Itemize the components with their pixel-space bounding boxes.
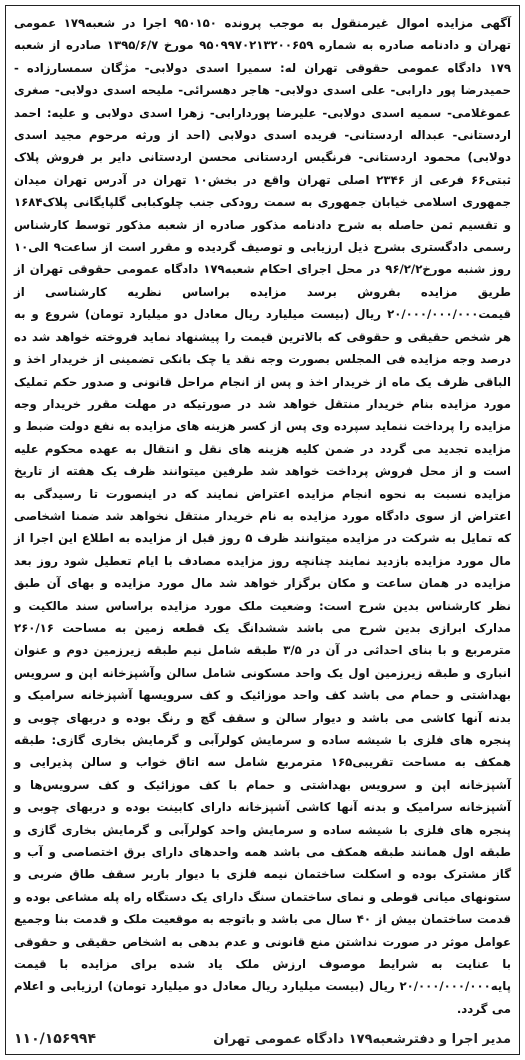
notice-footer: [14, 1028, 511, 1050]
auction-notice: [5, 5, 520, 1055]
notice-body-text: آگهی مزایده اموال غیرمنقول به موجب پرونده ۹۵۰۱۵۰ اجرا در شعبه۱۷۹ عمومی تهران و دادنامه صادره به شماره ۹۵۰۹۹۷۰۲۱۳۲۰۰۶۵۹ مورخ ۱۳۹۵/۶/۷ صادره از شعبه ۱۷۹ دادگاه عمومی حقوقی تهران له: سمیرا اسدی دولابی- مژگان سمسارزاده - حمیدرضا پور دارابی- علی اسدی دولابی- هاجر دهسرائی- ملیحه اسدی دولابی- صغری عموغلامی- سمیه اسدی دولابی- علیرضا پوردارابی- زهرا اسدی دولابی و علیه: احمد اردستانی- عبداله اردستانی- فریده اسدی دولابی (احد از ورثه مرحوم مجید اسدی دولابی) محمود اردستانی- فرنگیس اردستانی محسن اردستانی دایر بر فروش پلاک ثبتی۶۶ فرعی از ۲۳۴۶ اصلی تهران واقع در بخش۱۰ تهران در آدرس تهران میدان جمهوری اسلامی خیابان جمهوری به سمت رودکی جنب چلوکبابی گلپایگانی پلاک۱۶۸۴ و تقسیم ثمن حاصله به شرح دادنامه مذکور صادره از شعبه مذکور توسط کارشناس رسمی دادگستری بشرح ذیل ارزیابی و توصیف گردیده و مقرر است از ساعت۹ الی۱۰ روز شنبه مورخ۹۶/۲/۲ در محل اجرای احکام شعبه۱۷۹ دادگاه عمومی حقوقی تهران از طریق مزایده بفروش برسد مزایده براساس نظریه کارشناسی از قیمت۲۰/۰۰۰/۰۰۰/۰۰۰ ریال (بیست میلیارد ریال معادل دو میلیارد تومان) شروع و به هر شخص حقیقی و حقوقی که بالاترین قیمت را پیشنهاد نماید فروخته خواهد شد ده درصد وجه مزایده فی المجلس بصورت وجه نقد یا چک بانکی تضمینی از خریدار اخذ و الباقی ظرف یک ماه از خریدار اخذ و پس از انجام مراحل قانونی و صدور حکم تملیک مورد مزایده بنام خریدار منتقل خواهد شد در صورتیکه در مهلت مقرر خریدار وجه مزایده را پرداخت ننماید سپرده وی پس از کسر هزینه های مزایده به نفع دولت ضبط و مزایده تجدید می گردد در ضمن کلیه هزینه های نقل و انتقال به عهده محکوم علیه است و از محل فروش پرداخت خواهد شد طرفین میتوانند ظرف یک هفته از تاریخ مزایده نسبت به نحوه انجام مزایده اعتراض نمایند که در اینصورت تا رسیدگی به اعتراض از سوی دادگاه مورد مزایده به نام خریدار منتقل نخواهد شد ضمنا اشخاصی که تمایل به شرکت در مزایده میتوانند ظرف ۵ روز قبل از مزایده به اطلاع این اجرا از مال مورد مزایده بازدید نمایند چنانچه روز مزایده مصادف با ایام تعطیل شود روز بعد مزایده در همان ساعت و مکان برگزار خواهد شد مال مورد مزایده و بهای آن طبق نظر کارشناس بدین شرح است: وضعیت ملک مورد مزایده براساس سند مالکیت و مدارک ابرازی بدین شرح می باشد ششدانگ یک قطعه زمین به مساحت ۲۶۰/۱۶ مترمربع و با بنای احداثی در آن در ۳/۵ طبقه شامل نیم طبقه زیرزمین دوم و عنوان انباری و طبقه زیرزمین اول یک واحد مسکونی شامل سالن وآشپزخانه اپن و سرویس بهداشتی و حمام می باشد کف واحد موزائیک و کف سرویسها آشپزخانه سرامیک و بدنه آنها کاشی می باشد و دیوار سالن و سقف گچ و رنگ بوده و دربهای چوبی و پنجره های فلزی با شیشه ساده و سرمایش کولرآبی و گرمایش بخاری گازی: طبقه همکف به مساحت تقریبی۱۶۵ مترمربع شامل سه اتاق خواب و سالن پذیرایی و آشپزخانه اپن و سرویس بهداشتی و حمام با کف موزائیک و کف سرویس‌ها و آشپزخانه سرامیک و بدنه آنها کاشی آشپزخانه دارای کابینت بوده و دربهای چوبی و پنجره های فلزی با شیشه ساده و سرمایش واحد کولرآبی و گرمایش بخاری گازی و طبقه اول همانند طبقه همکف می باشد همه واحدهای دارای برق اختصاصی و آب و گاز مشترک بوده و اسکلت ساختمان نیمه فلزی با دیوار باربر سقف طاق ضربی و ستونهای میانی قوطی و نمای ساختمان سنگ دارای یک دستگاه راه پله مشاعی بوده و قدمت ساختمان بیش از ۴۰ سال می باشد و باتوجه به موقعیت ملک و قدمت بنا وجمیع عوامل موثر در صورت نداشتن منع قانونی و عدم بدهی به اشخاص حقیقی و حقوقی با عنایت به شرایط موصوف ارزش ملک یاد شده برای مزایده با قیمت پایه۲۰/۰۰۰/۰۰۰/۰۰۰ ریال (بیست میلیارد ریال معادل دو میلیارد تومان) ارزیابی و اعلام می گردد.: [14, 16, 512, 1016]
notice-code: ۱۱۰/۱۵۶۹۹۴: [14, 1031, 97, 1047]
issuer-signature: مدیر اجرا و دفترشعبه۱۷۹ دادگاه عمومی تهران: [213, 1031, 511, 1047]
